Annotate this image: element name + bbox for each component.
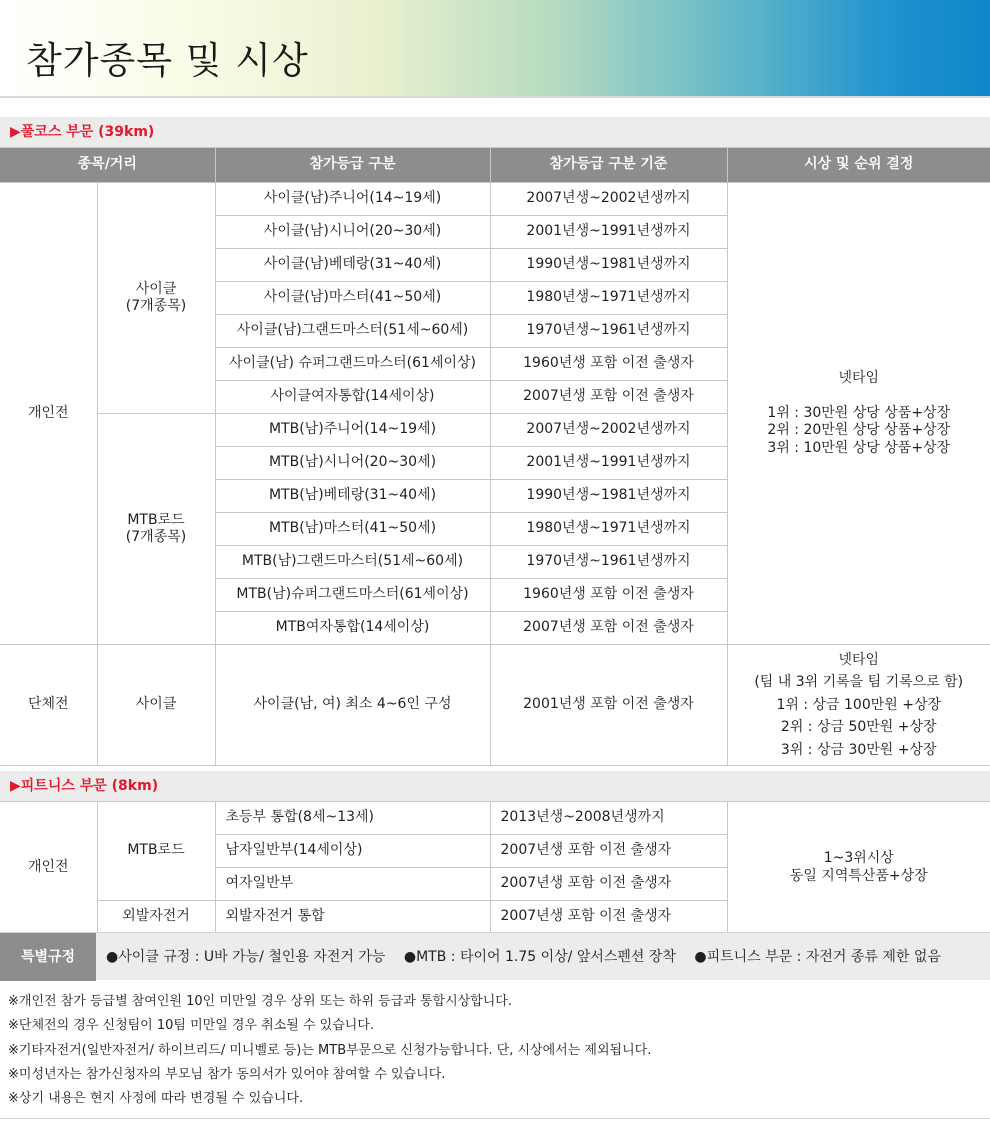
criteria-cell: 2007년생~2002년생까지 xyxy=(490,183,727,216)
fitness-mtb-group-label: MTB로드 xyxy=(97,802,215,901)
team-award-cell: 넷타임 (팀 내 3위 기록을 팀 기록으로 함) 1위 : 상금 100만원 +상장 2위 : 상금 50만원 +상장 3위 : 상금 30만원 +상장 xyxy=(727,645,990,766)
mtb-group-label: MTB로드 (7개종목) xyxy=(97,414,215,645)
special-rules-text xyxy=(106,933,955,981)
note-line: ※상기 내용은 현지 사정에 따라 변경될 수 있습니다. xyxy=(8,1091,304,1107)
grade-cell: 사이클(남)시니어(20~30세) xyxy=(215,216,490,249)
special-rules-label: 특별규정 xyxy=(0,933,96,981)
table-header-row xyxy=(0,148,990,183)
table-row xyxy=(0,802,990,835)
criteria-cell: 2001년생~1991년생까지 xyxy=(490,447,727,480)
bottom-divider xyxy=(0,1118,990,1119)
individual-label: 개인전 xyxy=(0,183,97,645)
criteria-cell: 2007년생 포함 이전 출생자 xyxy=(490,835,727,868)
team-category: 사이클 xyxy=(97,645,215,766)
criteria-cell: 2001년생~1991년생까지 xyxy=(490,216,727,249)
criteria-cell: 1980년생~1971년생까지 xyxy=(490,282,727,315)
fitness-award-cell: 1~3위시상 동일 지역특산품+상장 xyxy=(727,802,990,934)
grade-cell: 사이클(남)베테랑(31~40세) xyxy=(215,249,490,282)
grade-cell: MTB(남)베테랑(31~40세) xyxy=(215,480,490,513)
criteria-cell: 1960년생 포함 이전 출생자 xyxy=(490,579,727,612)
criteria-cell: 2007년생 포함 이전 출생자 xyxy=(490,612,727,645)
criteria-cell: 2013년생~2008년생까지 xyxy=(490,802,727,835)
team-row xyxy=(0,645,990,766)
note-line: ※단체전의 경우 신청팀이 10팀 미만일 경우 취소될 수 있습니다. xyxy=(8,1018,375,1034)
full-course-table xyxy=(0,147,990,766)
individual-award-cell: 넷타임 1위 : 30만원 상당 상품+상장 2위 : 20만원 상당 상품+상장 3위 : 10만원 상당 상품+상장 xyxy=(727,183,990,645)
team-label: 단체전 xyxy=(0,645,97,766)
note-line: ※개인전 참가 등급별 참여인원 10인 미만일 경우 상위 또는 하위 등급과 통합시상합니다. xyxy=(8,994,512,1009)
grade-cell: 여자일반부 xyxy=(215,868,490,901)
grade-cell: 남자일반부(14세이상) xyxy=(215,835,490,868)
header-category: 종목/거리 xyxy=(0,148,215,183)
criteria-cell: 1970년생~1961년생까지 xyxy=(490,546,727,579)
grade-cell: 초등부 통합(8세~13세) xyxy=(215,802,490,835)
grade-cell: MTB(남)시니어(20~30세) xyxy=(215,447,490,480)
special-rule-mtb: ●MTB : 타이어 1.75 이상/ 앞서스펜션 장착 xyxy=(403,949,676,965)
team-criteria: 2001년생 포함 이전 출생자 xyxy=(490,645,727,766)
criteria-cell: 1990년생~1981년생까지 xyxy=(490,480,727,513)
grade-cell: MTB여자통합(14세이상) xyxy=(215,612,490,645)
full-course-section-label: ▶풀코스 부문 (39km) xyxy=(0,117,990,147)
header-award: 시상 및 순위 결정 xyxy=(727,148,990,183)
note-line: ※기타자전거(일반자전거/ 하이브리드/ 미니벨로 등)는 MTB부문으로 신청가능합니다. 단, 시상에서는 제외됩니다. xyxy=(8,1042,652,1058)
team-grade: 사이클(남, 여) 최소 4~6인 구성 xyxy=(215,645,490,766)
fitness-section-label: ▶피트니스 부문 (8km) xyxy=(0,771,990,801)
grade-cell: 사이클(남)마스터(41~50세) xyxy=(215,282,490,315)
fitness-individual-label: 개인전 xyxy=(0,802,97,934)
page-title: 참가종목 및 시상 xyxy=(26,39,309,82)
grade-cell: MTB(남)마스터(41~50세) xyxy=(215,513,490,546)
note-line: ※미성년자는 참가신청자의 부모님 참가 동의서가 있어야 참여할 수 있습니다. xyxy=(8,1066,446,1082)
grade-cell: 사이클(남)그랜드마스터(51세~60세) xyxy=(215,315,490,348)
header-criteria: 참가등급 구분 기준 xyxy=(490,148,727,183)
notes xyxy=(8,990,651,1111)
special-rules xyxy=(0,932,990,980)
grade-cell: MTB(남)그랜드마스터(51세~60세) xyxy=(215,546,490,579)
header-grade: 참가등급 구분 xyxy=(215,148,490,183)
title-banner xyxy=(0,0,990,98)
table-row xyxy=(0,183,990,216)
criteria-cell: 2007년생 포함 이전 출생자 xyxy=(490,381,727,414)
fitness-table xyxy=(0,801,990,934)
criteria-cell: 2007년생 포함 이전 출생자 xyxy=(490,868,727,901)
grade-cell: 사이클여자통합(14세이상) xyxy=(215,381,490,414)
criteria-cell: 2007년생 포함 이전 출생자 xyxy=(490,901,727,934)
grade-cell: 사이클(남) 슈퍼그랜드마스터(61세이상) xyxy=(215,348,490,381)
criteria-cell: 1960년생 포함 이전 출생자 xyxy=(490,348,727,381)
unicycle-group-label: 외발자전거 xyxy=(97,901,215,934)
grade-cell: 사이클(남)주니어(14~19세) xyxy=(215,183,490,216)
grade-cell: MTB(남)슈퍼그랜드마스터(61세이상) xyxy=(215,579,490,612)
grade-cell: MTB(남)주니어(14~19세) xyxy=(215,414,490,447)
criteria-cell: 1970년생~1961년생까지 xyxy=(490,315,727,348)
special-rule-fitness: ●피트니스 부문 : 자전거 종류 제한 없음 xyxy=(694,949,941,965)
special-rule-cycle: ●사이클 규정 : U바 가능/ 철인용 자전거 가능 xyxy=(106,949,386,965)
criteria-cell: 2007년생~2002년생까지 xyxy=(490,414,727,447)
criteria-cell: 1990년생~1981년생까지 xyxy=(490,249,727,282)
grade-cell: 외발자전거 통합 xyxy=(215,901,490,934)
cycle-group-label: 사이클 (7개종목) xyxy=(97,183,215,414)
criteria-cell: 1980년생~1971년생까지 xyxy=(490,513,727,546)
